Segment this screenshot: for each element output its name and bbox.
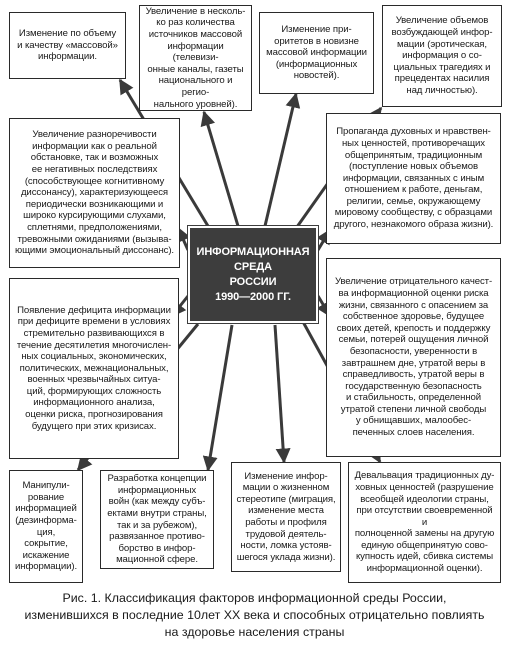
box-life-stereotype: Изменение инфор- мации о жизненном стереотипе (миграция, изменение места работы и профиля трудовой деятель- ности, ломка устояв- шегося уклада жизни). [231,462,341,572]
box-mass-info-volume: Изменение по объему и качеству «массовой» информации. [9,12,126,79]
box-info-deficit: Появление дефицита информации при дефиците времени в условиях стремительно развивающихся в течение десятилетия многочислен- ных социальных, экономических, политических, межнациональных, военных чрезвычайных ситуа- ций, формирующих сложность информационного анализа, оценки риска, прогнозирования будущего при этих кризисах. [9,278,179,459]
box-manipulation: Манипули- рование информацией (дезинформа- ция, сокрытие, искажение информации). [9,470,83,583]
arrow-to-b11 [275,325,284,462]
box-news-priorities: Изменение при- оритетов в новизне массовой информации (информационных новостей). [259,12,374,94]
box-contradictory-info: Увеличение разноречивости информации как о реальной обстановке, так и возможных ее негативных последствиях (способствующее когнитивному диссонансу), характеризующееся периодически возникающими и широко курсирующими слухами, сплетнями, предположениями, тревожными ожиданиями (вызыва- ющими эмоциональный диссонанс). [9,118,180,268]
arrow-to-b10 [208,325,232,470]
box-risk-assessment: Увеличение отрицательного качест- ва информационной оценки риска жизни, связанного с опасением за собственное здоровье, будущее своих детей, крепость и поддержку семьи, потерей ощущения личной безопасности, уверенности в завтрашнем дне, утратой веры в справедливость, утратой веры в государственную безопасность и стабильность, определенной утратой степени личной свободы у обнищавших, малообес- печенных слоев населения. [326,258,501,457]
box-devaluation: Девальвация традиционных ду- ховных ценностей (разрушение всеобщей идеологии страны, при отсутствии своевременной и полноценной замены на другую единую общепринятую сово- купность идей, сбивка системы информационной оценки). [348,462,501,583]
figure-caption: Рис. 1. Классификация факторов информационной среды России, изменившихся в последние 10лет XX века и способных отрицательно повлиять на здоровье населения страны [24,591,485,639]
box-info-wars: Разработка концепции информационных войн (как между субъ- ектами внутри страны, так и за рубежом), развязанное противо- борство в инфор- мационной сфере. [100,470,214,569]
box-propaganda-values: Пропаганда духовных и нравствен- ных ценностей, противоречащих общепринятым, традиционным (поступление новых объемов информации, связанных с иным отношением к работе, деньгам, религии, семье, окружающему мировому сообществу, с образцами другого, незнакомого образа жизни). [326,113,501,244]
box-sources-increase: Увеличение в несколь- ко раз количества источников массовой информации (телевизи- онные каналы, газеты национального и регио- нального уровней). [139,5,252,111]
arrow-to-b3 [265,94,296,226]
box-exciting-info: Увеличение объемов возбуждающей инфор- мации (эротическая, информация о со- циальных трагедиях и прецедентах насилия над личностью). [382,5,502,107]
center-info-environment: ИНФОРМАЦИОННАЯ СРЕДА РОССИИ 1990—2000 ГГ. [188,226,318,323]
arrow-to-b2 [204,112,238,226]
